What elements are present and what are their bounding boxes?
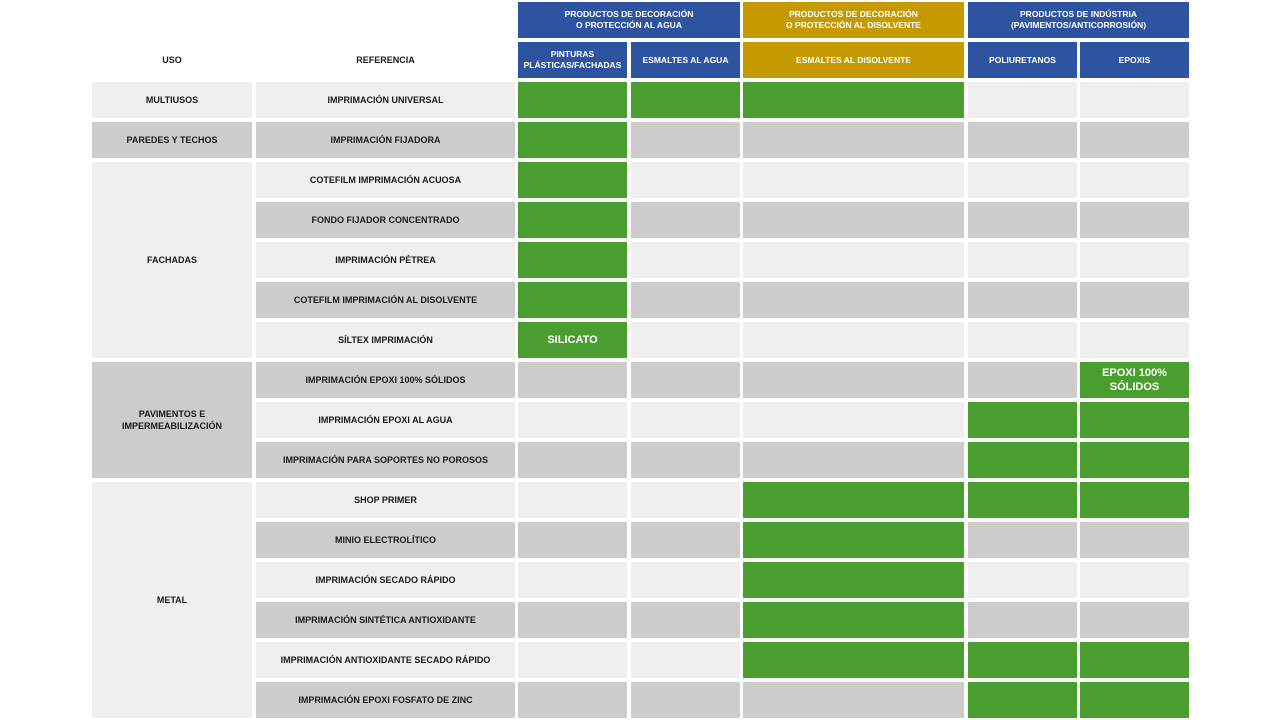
empty-cell [1080,162,1189,198]
empty-cell [968,242,1077,278]
empty-cell [631,402,740,438]
referencia-cell: IMPRIMACIÓN FIJADORA [256,122,515,158]
empty-cell [743,242,964,278]
empty-cell [631,522,740,558]
empty-cell [518,602,627,638]
empty-cell [631,122,740,158]
referencia-cell: IMPRIMACIÓN EPOXI AL AGUA [256,402,515,438]
compatible-cell [968,682,1077,718]
empty-cell [743,162,964,198]
empty-cell [1080,122,1189,158]
compatible-cell [518,282,627,318]
group-header-3: PRODUCTOS DE INDÚSTRIA (PAVIMENTOS/ANTICORROSIÓN) [968,2,1189,38]
compatible-cell [743,522,964,558]
empty-cell [631,282,740,318]
compatible-cell [743,602,964,638]
referencia-cell: MINIO ELECTROLÍTICO [256,522,515,558]
empty-cell [743,442,964,478]
empty-cell [518,402,627,438]
compatible-cell [968,402,1077,438]
empty-cell [631,162,740,198]
group-header-1: PRODUCTOS DE DECORACIÓN O PROTECCIÓN AL AGUA [518,2,740,38]
group-header-2: PRODUCTOS DE DECORACIÓN O PROTECCIÓN AL DISOLVENTE [743,2,964,38]
compatible-cell [968,442,1077,478]
cell-label: SILICATO [547,334,598,346]
empty-cell [743,122,964,158]
empty-cell [518,362,627,398]
referencia-cell: FONDO FIJADOR CONCENTRADO [256,202,515,238]
empty-cell [968,82,1077,118]
empty-cell [518,482,627,518]
column-header-1: PINTURAS PLÁSTICAS/FACHADAS [518,42,627,78]
empty-cell [968,162,1077,198]
referencia-cell: IMPRIMACIÓN SECADO RÁPIDO [256,562,515,598]
referencia-cell: COTEFILM IMPRIMACIÓN ACUOSA [256,162,515,198]
compatible-cell [518,242,627,278]
compatible-cell [518,322,627,358]
compatible-cell [743,642,964,678]
empty-cell [1080,522,1189,558]
referencia-cell: IMPRIMACIÓN UNIVERSAL [256,82,515,118]
empty-cell [1080,562,1189,598]
compatible-cell [1080,362,1189,398]
referencia-cell: IMPRIMACIÓN PÉTREA [256,242,515,278]
uso-group-cell: METAL [92,482,252,718]
empty-cell [631,682,740,718]
compatible-cell [1080,442,1189,478]
empty-cell [518,682,627,718]
empty-cell [743,322,964,358]
compatible-cell [968,642,1077,678]
referencia-header: REFERENCIA [356,55,415,65]
empty-cell [968,522,1077,558]
compatible-cell [1080,482,1189,518]
empty-cell [518,562,627,598]
referencia-cell: IMPRIMACIÓN EPOXI FOSFATO DE ZINC [256,682,515,718]
compatible-cell [743,82,964,118]
empty-cell [631,482,740,518]
column-header-2: ESMALTES AL AGUA [631,42,740,78]
empty-cell [631,562,740,598]
empty-cell [518,442,627,478]
compatible-cell [518,122,627,158]
compatible-cell [518,202,627,238]
referencia-cell: IMPRIMACIÓN EPOXI 100% SÓLIDOS [256,362,515,398]
empty-cell [1080,602,1189,638]
compatible-cell [743,482,964,518]
empty-cell [743,202,964,238]
referencia-cell: IMPRIMACIÓN ANTIOXIDANTE SECADO RÁPIDO [256,642,515,678]
column-header-5: EPOXIS [1080,42,1189,78]
empty-cell [968,602,1077,638]
referencia-cell: SHOP PRIMER [256,482,515,518]
uso-header: USO [162,55,182,65]
empty-cell [743,282,964,318]
empty-cell [1080,82,1189,118]
empty-cell [518,522,627,558]
empty-cell [968,362,1077,398]
compatible-cell [1080,402,1189,438]
empty-cell [631,322,740,358]
empty-cell [968,322,1077,358]
empty-cell [631,642,740,678]
compatible-cell [968,482,1077,518]
empty-cell [631,202,740,238]
uso-group-cell: PAREDES Y TECHOS [92,122,252,158]
empty-cell [631,442,740,478]
uso-group-cell: PAVIMENTOS E IMPERMEABILIZACIÓN [92,362,252,478]
compatible-cell [743,562,964,598]
empty-cell [518,642,627,678]
uso-group-cell: FACHADAS [92,162,252,358]
empty-cell [631,242,740,278]
compatible-cell [1080,682,1189,718]
empty-cell [631,362,740,398]
referencia-cell: COTEFILM IMPRIMACIÓN AL DISOLVENTE [256,282,515,318]
compatible-cell [518,82,627,118]
referencia-cell: IMPRIMACIÓN SINTÉTICA ANTIOXIDANTE [256,602,515,638]
column-header-4: POLIURETANOS [968,42,1077,78]
compatible-cell [631,82,740,118]
empty-cell [1080,282,1189,318]
empty-cell [1080,202,1189,238]
cell-label: EPOXI 100% SÓLIDOS [1102,367,1167,393]
empty-cell [968,202,1077,238]
empty-cell [968,562,1077,598]
compatible-cell [1080,642,1189,678]
uso-group-cell: MULTIUSOS [92,82,252,118]
empty-cell [1080,322,1189,358]
column-header-3: ESMALTES AL DISOLVENTE [743,42,964,78]
empty-cell [968,282,1077,318]
empty-cell [968,122,1077,158]
empty-cell [743,362,964,398]
empty-cell [1080,242,1189,278]
referencia-cell: SÍLTEX IMPRIMACIÓN [256,322,515,358]
referencia-cell: IMPRIMACIÓN PARA SOPORTES NO POROSOS [256,442,515,478]
empty-cell [743,402,964,438]
empty-cell [631,602,740,638]
compatible-cell [518,162,627,198]
empty-cell [743,682,964,718]
